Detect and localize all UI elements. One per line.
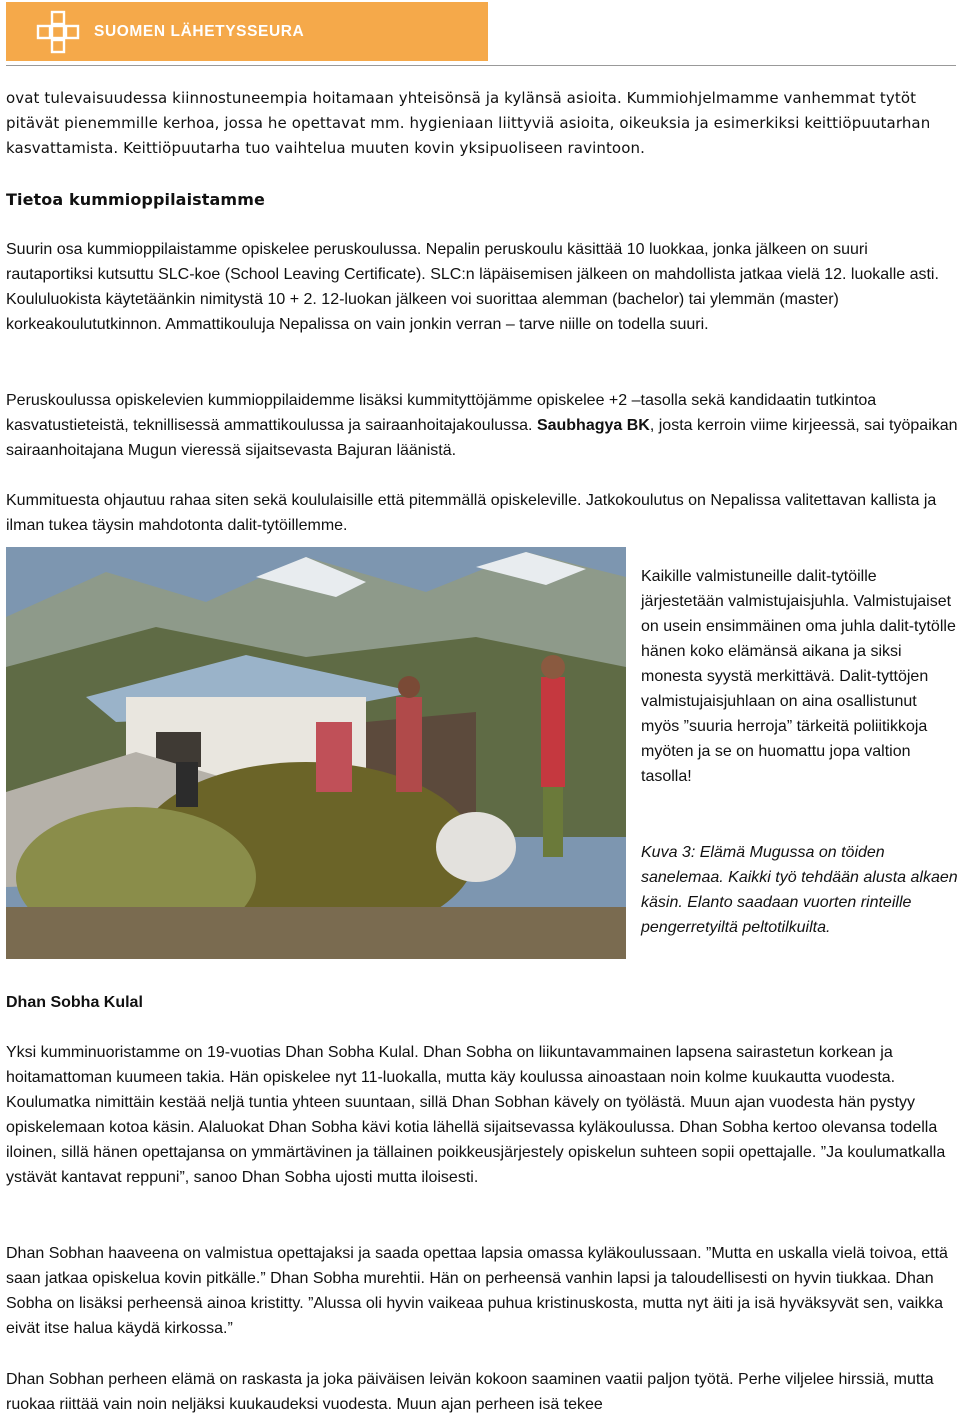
section-heading-dhan-sobha: Dhan Sobha Kulal [6,994,143,1011]
section-heading-students: Tietoa kummioppilaistamme [6,190,265,209]
paragraph-dhan-sobha-intro: Yksi kumminuoristamme on 19-vuotias Dhan Sobha Kulal. Dhan Sobha on liikuntavammainen lapsena sairastetun korkean ja hoitamattoman kuumeen takia. Hän opiskelee nyt 11-luokalla, mutta käy koulussa ainoastaan noin kolme kuukautta vuodesta. Koulumatka nimittäin kestää neljä tuntia yhteen suuntaan, sillä Dhan Sobhan kävely on työlästä. Muun ajan vuodesta hän pystyy opiskelemaan kotoa käsin. Alaluokat Dhan Sobha kävi kotia lähellä sijaitsevassa kyläkoulussa. Dhan Sobha kertoo olevansa todella iloinen, sillä hänen opettajansa on ymmärtävinen ja tällainen poikkeusjärjestely opiskelun suhteen sopii opettajalle. ”Ja koulumatkalla ystävät kantavat reppuni”, sanoo Dhan Sobha ujosti mutta iloisesti. [6,1044,946,1186]
paragraph-further-studies: Peruskoulussa opiskelevien kummioppilaidemme lisäksi kummityttöjämme opiskelee +2 –tasolla sekä kandidaatin tutkintoa kasvatustieteistä, teknillisessä ammattikoulussa ja sairaanhoitajakoulussa. Saubhagya BK, josta kerroin viime kirjeessä, sai työpaikan sairaanhoitajana Mugun vieressä sijaitsevasta Bajuran läänistä. [6,392,958,459]
paragraph-sponsorship-funds: Kummituesta ohjautuu rahaa siten sekä koululaisille että pitemmällä opiskeleville. Jatkokoulutus on Nepalissa valitettavan kallista ja ilman tukea täysin mahdotonta dalit-tytöillemme. [6,492,937,534]
cross-logo-icon [36,10,80,54]
header-divider [6,65,956,66]
paragraph-school-system: Suurin osa kummioppilaistamme opiskelee peruskoulussa. Nepalin peruskoulu käsittää 10 luokkaa, jonka jälkeen on suuri rautaportiksi kutsuttu SLC-koe (School Leaving Certificate). SLC:n läpäisemisen jälkeen on mahdollista jatkaa vielä 12. luokalle asti. Koululuokista käytetäänkin nimitystä 10 + 2. 12-luokan jälkeen voi suorittaa alemman (bachelor) tai ylemmän (master) korkeakoulututkinnon. Ammattikouluja Nepalissa on vain jonkin verran – tarve niille on todella suuri. [6,241,939,333]
village-work-photo [6,547,626,959]
photo-caption: Kuva 3: Elämä Mugussa on töiden sanelemaa. Kaikki työ tehdään alusta alkaen käsin. Elanto saadaan vuorten rinteille pengerretyiltä peltotilkuilta. [641,844,958,936]
graduation-paragraph: Kaikille valmistuneille dalit-tytöille järjestetään valmistujaisjuhla. Valmistujaiset on usein ensimmäinen oma juhla dalit-tytölle hänen koko elämänsä aikana ja siksi monesta syystä merkittävä. Dalit-tyttöjen valmistujaisjuhlaan on aina osallistunut myös ”suuria herroja” tärkeitä poliitikkoja myöten ja se on huomattu jopa valtion tasolla! [641,568,956,785]
paragraph-dhan-sobha-dream: Dhan Sobhan haaveena on valmistua opettajaksi ja saada opettaa lapsia omassa kyläkoulussaan. ”Mutta en uskalla vielä toivoa, että saan jatkaa opiskelua kovin pitkälle.” Dhan Sobha murehtii. Hän on perheensä vanhin lapsi ja taloudellisesti on hyvin tiukkaa. Dhan Sobha on lisäksi perheensä ainoa kristitty. ”Alussa oli hyvin vaikeaa puhua kristinuskosta, mutta nyt äiti ja isä hyväksyvät sen, vaikka eivät itse halua käydä kirkossa.” [6,1245,948,1337]
logo-text: SUOMEN LÄHETYSSEURA [94,22,305,40]
intro-paragraph: ovat tulevaisuudessa kiinnostuneempia hoitamaan yhteisönsä ja kylänsä asioita. Kummiohjelmamme vanhemmat tytöt pitävät pienemmille kerhoa, jossa he opettavat mm. hygieniaan liittyviä asioita, oikeuksia ja esimerkiksi keittiöpuutarhan kasvattamista. Keittiöpuutarha tuo vaihtelua muuten kovin yksipuoliseen ravintoon. [6,89,931,157]
organization-logo [6,2,488,61]
paragraph-family-life: Dhan Sobhan perheen elämä on raskasta ja joka päiväisen leivän kokoon saaminen vaatii paljon työtä. Perhe viljelee hirssiä, mutta ruokaa riittää vain noin neljäksi kuukaudeksi vuodesta. Muun ajan perheen isä tekee [6,1371,934,1413]
highlighted-name: Saubhagya BK [536,417,650,434]
